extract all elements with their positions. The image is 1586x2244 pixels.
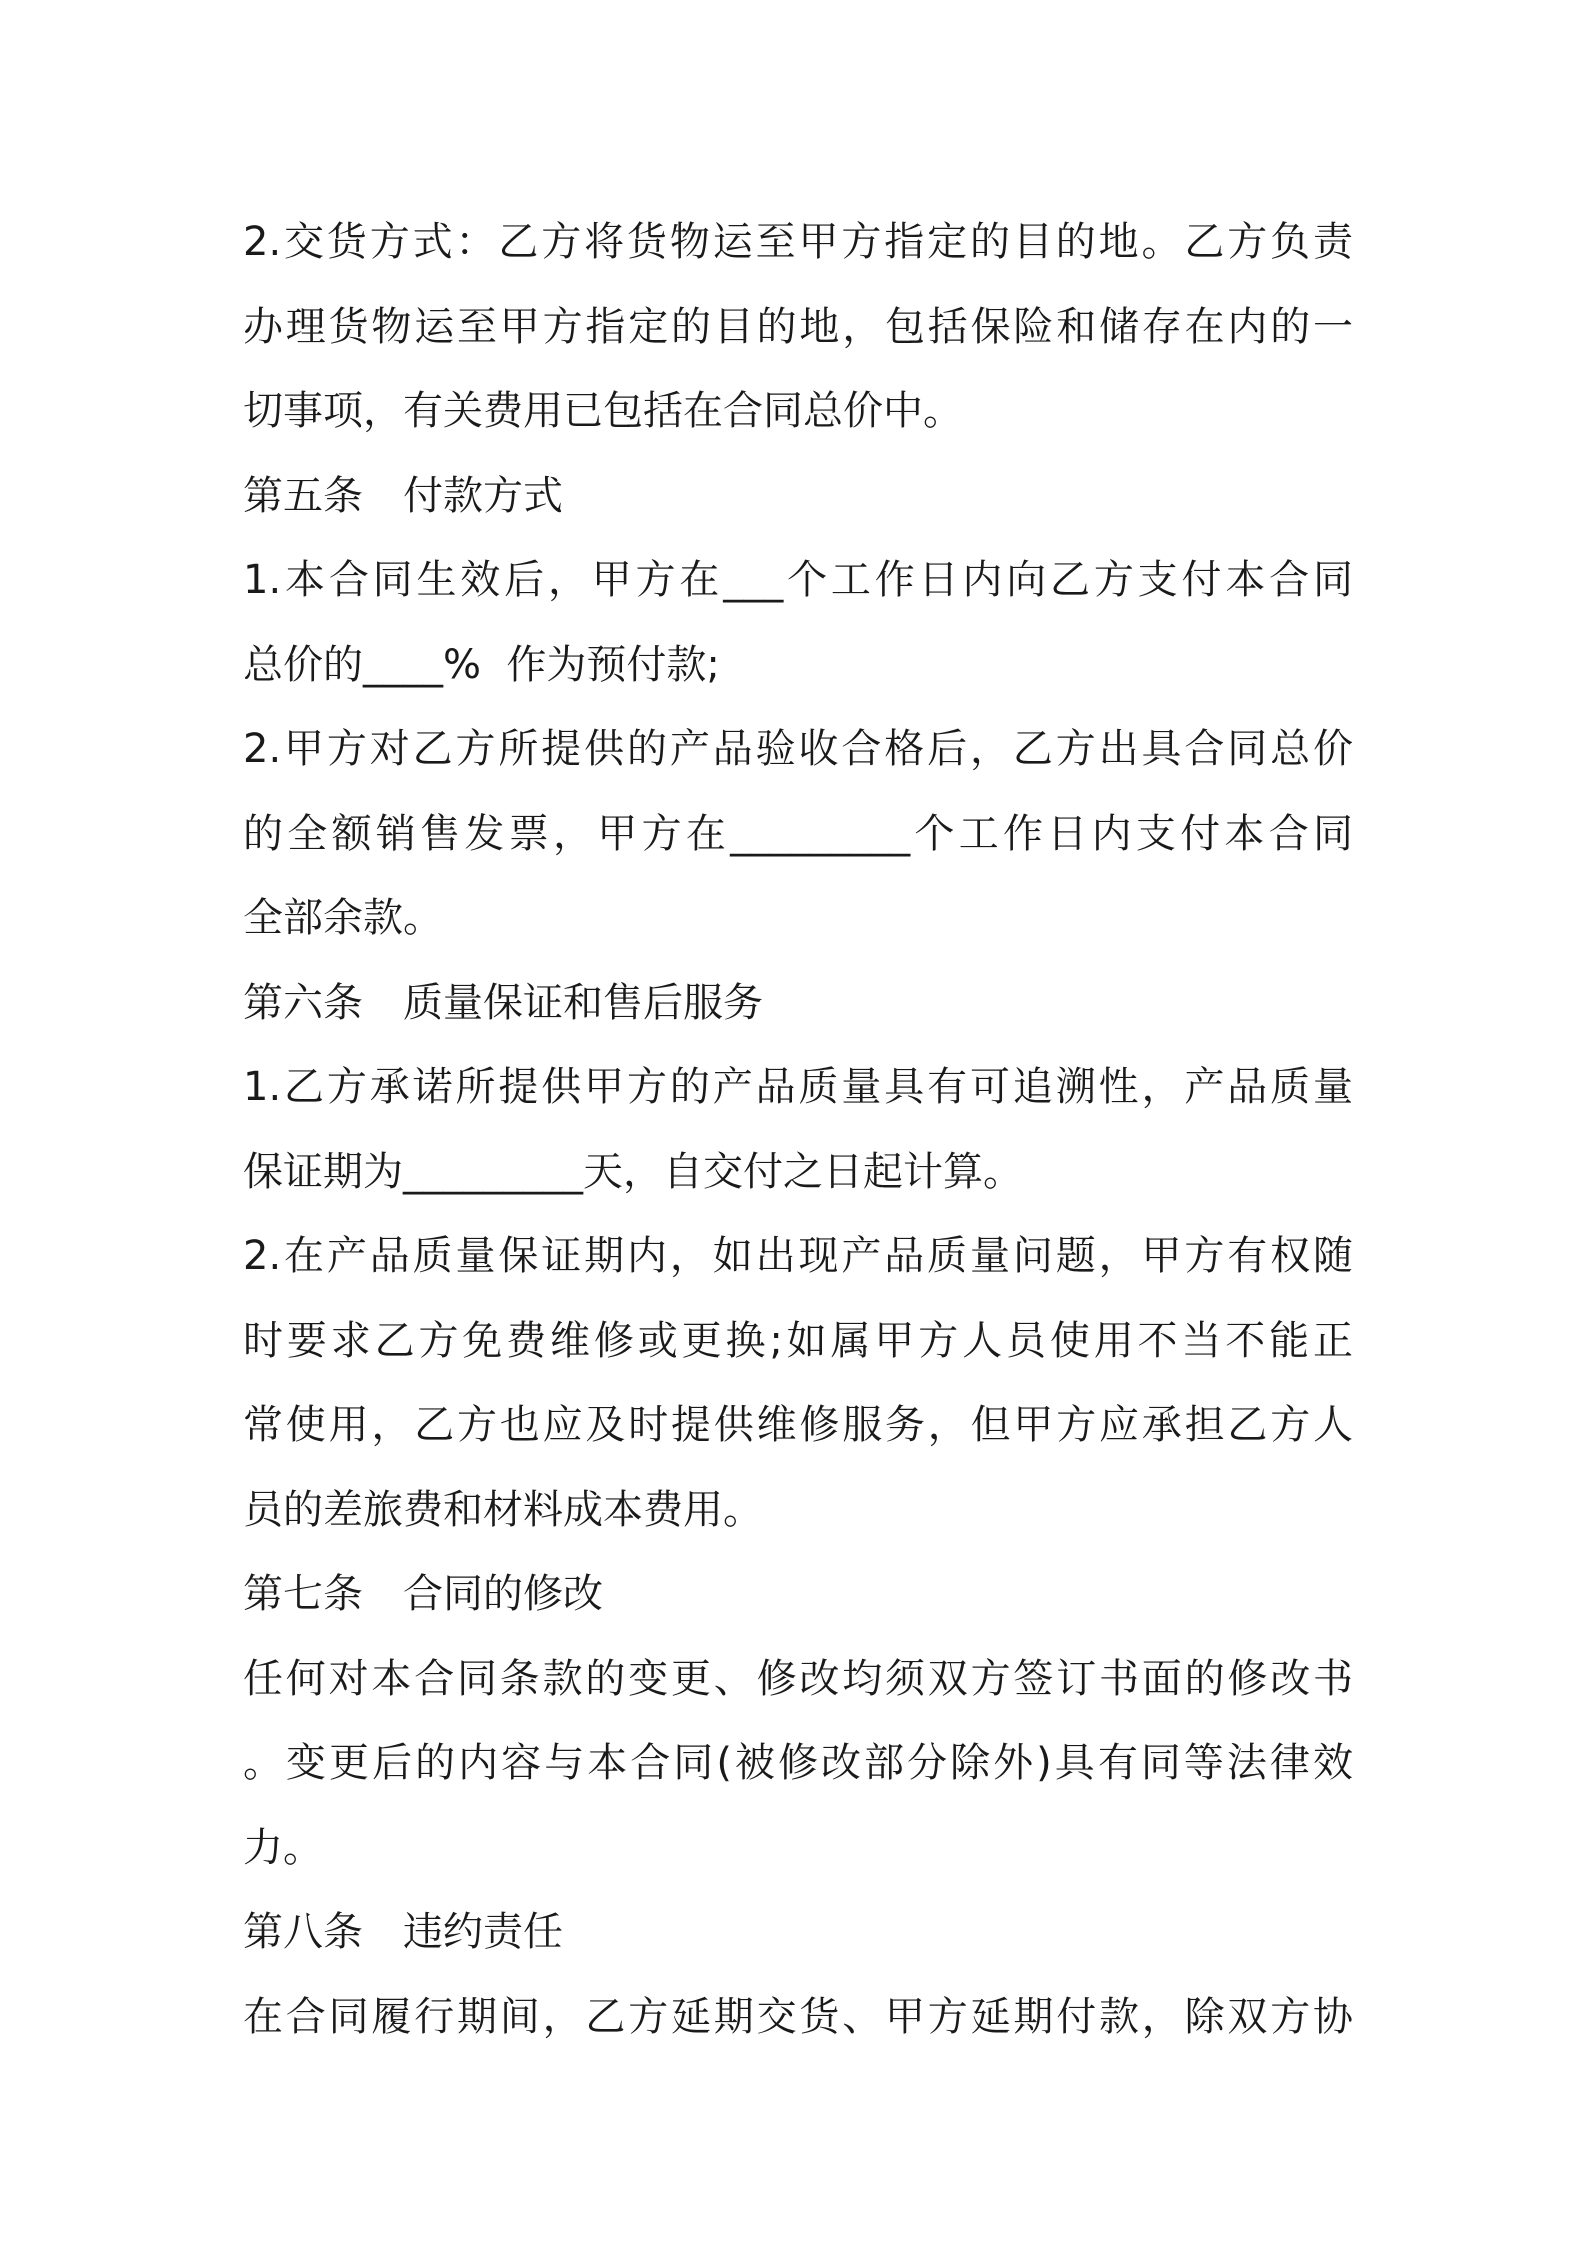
text-line: 在合同履行期间，乙方延期交货、甲方延期付款，除双方协 [243, 1993, 1353, 2040]
text-line: 1.乙方承诺所提供甲方的产品质量具有可追溯性，产品质量 [243, 1064, 1353, 1110]
section-heading-8: 第八条 违约责任 [243, 1909, 563, 1955]
text-line: 办理货物运至甲方指定的目的地，包括保险和储存在内的一 [243, 303, 1353, 350]
section-heading-6: 第六条 质量保证和售后服务 [243, 979, 763, 1026]
text-line: 切事项，有关费用已包括在合同总价中。 [243, 388, 963, 434]
text-line: 2.在产品质量保证期内，如出现产品质量问题，甲方有权随 [243, 1233, 1353, 1279]
text-line: 的全额销售发票，甲方在_________个工作日内支付本合同 [243, 810, 1353, 857]
text-line: 任何对本合同条款的变更、修改均须双方签订书面的修改书 [243, 1655, 1353, 1702]
text-line: 2.甲方对乙方所提供的产品验收合格后，乙方出具合同总价 [243, 726, 1353, 772]
text-line: 常使用，乙方也应及时提供维修服务，但甲方应承担乙方人 [243, 1402, 1353, 1448]
text-line: 1.本合同生效后，甲方在___个工作日内向乙方支付本合同 [243, 557, 1353, 603]
text-line: 保证期为_________天，自交付之日起计算。 [243, 1148, 1023, 1195]
section-heading-7: 第七条 合同的修改 [243, 1571, 603, 1617]
contract-page [243, 200, 1353, 2059]
text-line: 力。 [243, 1824, 323, 1871]
text-line: 2.交货方式：乙方将货物运至甲方指定的目的地。乙方负责 [243, 219, 1353, 265]
section-heading-5: 第五条 付款方式 [243, 472, 563, 519]
text-line: 员的差旅费和材料成本费用。 [243, 1486, 763, 1533]
text-line: 总价的____% 作为预付款; [243, 641, 720, 688]
text-line: 全部余款。 [243, 895, 443, 941]
text-line: 时要求乙方免费维修或更换;如属甲方人员使用不当不能正 [243, 1317, 1353, 1364]
text-line: 。变更后的内容与本合同(被修改部分除外)具有同等法律效 [243, 1740, 1353, 1786]
